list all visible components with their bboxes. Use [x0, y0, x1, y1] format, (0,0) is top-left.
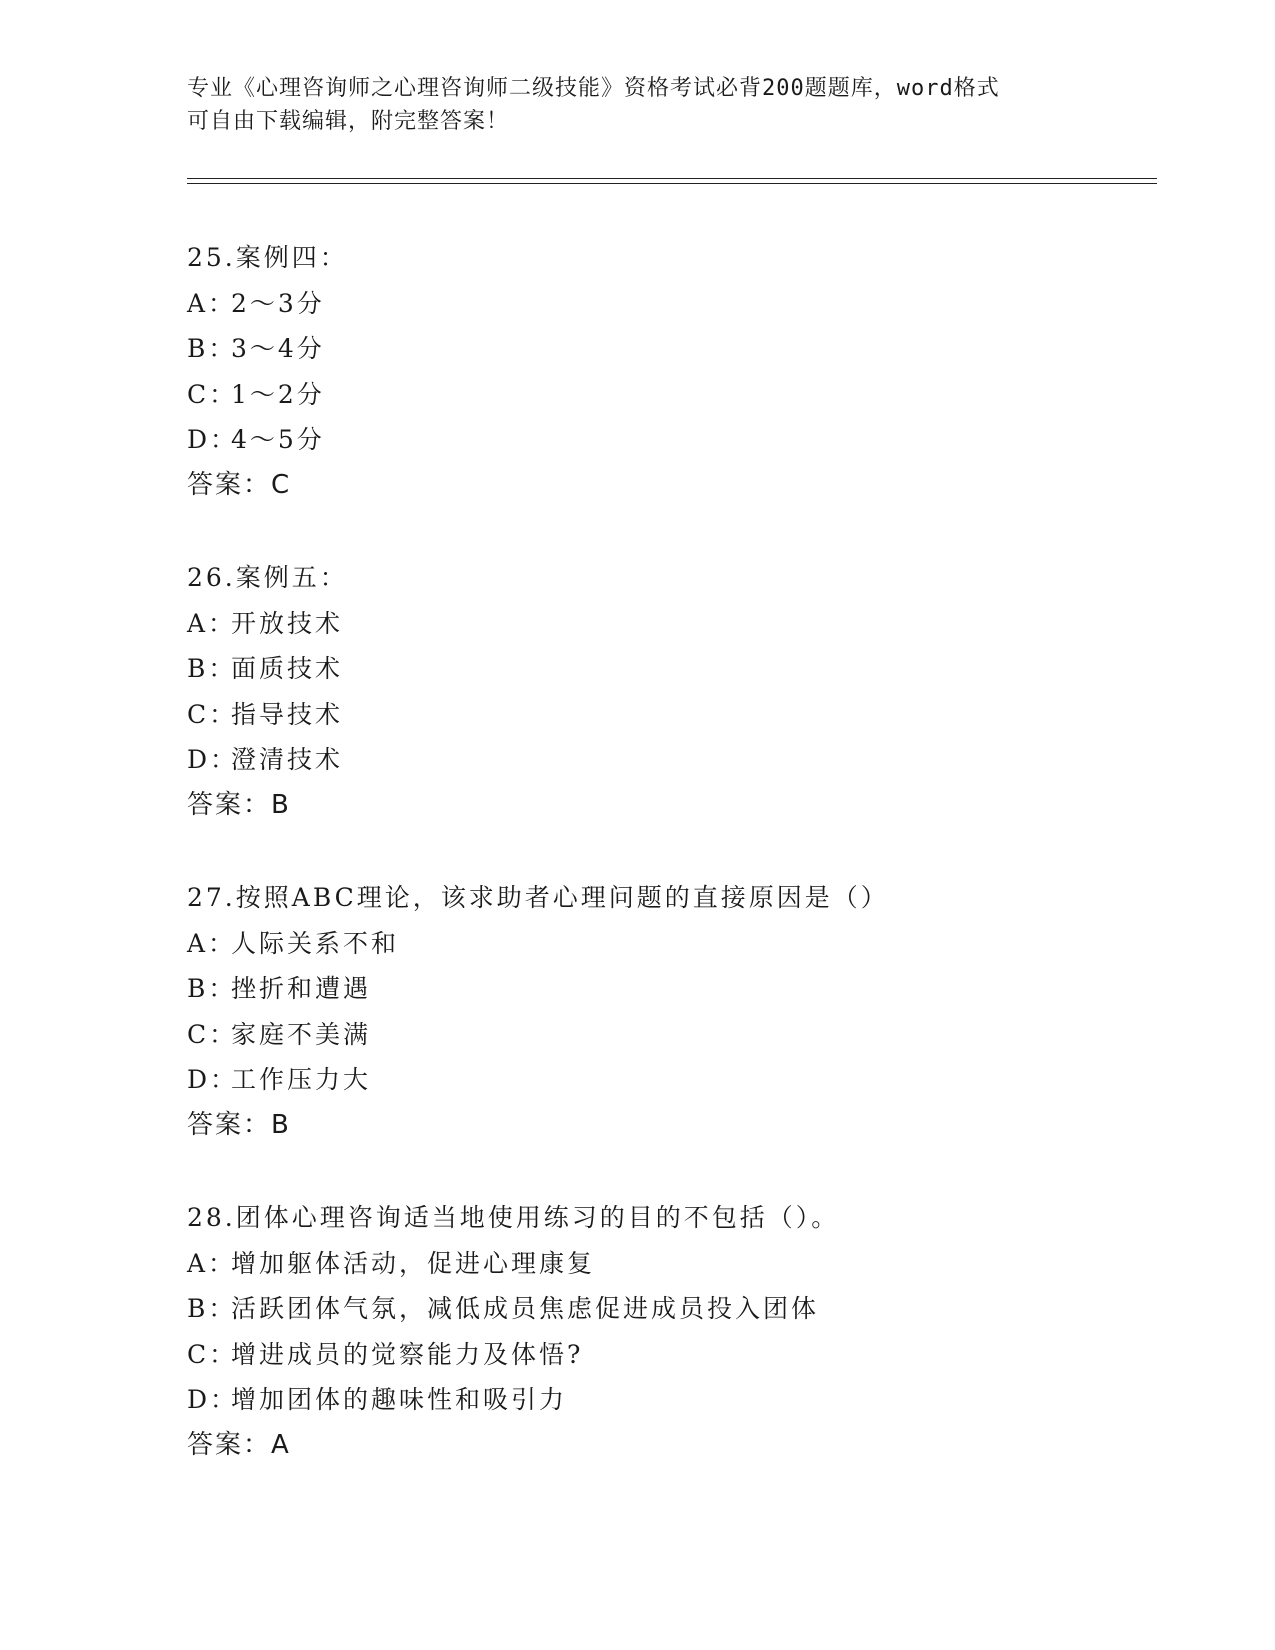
option-key: D： — [187, 1385, 239, 1414]
option-text: 增进成员的觉察能力及体悟? — [231, 1339, 584, 1369]
option-key: A： — [187, 608, 237, 638]
answer-line: 答案：C — [187, 469, 292, 500]
document-header — [187, 72, 1087, 138]
option-d — [187, 1057, 1147, 1103]
header-divider-bottom — [187, 183, 1157, 184]
option-key: C： — [187, 699, 238, 729]
option-a — [187, 1241, 1147, 1287]
option-key: B： — [187, 334, 237, 363]
option-text: 活跃团体气氛，减低成员焦虑促进成员投入团体 — [231, 1294, 820, 1323]
option-text: 家庭不美满 — [231, 1019, 372, 1049]
option-b — [187, 966, 1147, 1012]
option-d — [187, 1377, 1147, 1423]
option-d — [187, 417, 1147, 463]
option-a — [187, 601, 1147, 647]
option-text: 3～4分 — [231, 334, 325, 363]
option-key: D： — [187, 1065, 239, 1094]
question-item — [187, 555, 1147, 875]
header-line-2: 可自由下载编辑，附完整答案！ — [187, 109, 510, 134]
option-c — [187, 1332, 1147, 1378]
option-text: 2～3分 — [231, 288, 325, 318]
option-text: 开放技术 — [231, 608, 344, 638]
option-c — [187, 1012, 1147, 1058]
option-a — [187, 921, 1147, 967]
question-list — [187, 235, 1147, 1515]
header-line-1: 专业《心理咨询师之心理咨询师二级技能》资格考试必背200题题库，word格式 — [187, 76, 1000, 101]
question-stem: 25.案例四： — [187, 243, 348, 272]
option-text: 人际关系不和 — [231, 928, 400, 958]
option-key: B： — [187, 974, 237, 1003]
answer-line: 答案：B — [187, 1109, 291, 1140]
question-item — [187, 235, 1147, 555]
option-text: 1～2分 — [231, 379, 325, 409]
option-text: 工作压力大 — [231, 1065, 372, 1094]
header-divider-top — [187, 178, 1157, 179]
question-stem: 27.按照ABC理论，该求助者心理问题的直接原因是（） — [187, 883, 889, 912]
option-b — [187, 646, 1147, 692]
option-text: 挫折和遭遇 — [231, 974, 372, 1003]
option-key: A： — [187, 288, 237, 318]
option-key: B： — [187, 654, 237, 683]
option-d — [187, 737, 1147, 783]
answer-line: 答案：B — [187, 789, 291, 820]
option-key: C： — [187, 1339, 238, 1369]
option-key: A： — [187, 928, 237, 958]
question-item — [187, 1195, 1147, 1515]
option-key: A： — [187, 1248, 237, 1278]
option-a — [187, 281, 1147, 327]
option-text: 增加团体的趣味性和吸引力 — [231, 1385, 568, 1414]
question-item — [187, 875, 1147, 1195]
option-key: D： — [187, 745, 239, 774]
question-stem: 28.团体心理咨询适当地使用练习的目的不包括（）。 — [187, 1203, 840, 1232]
option-b — [187, 326, 1147, 372]
option-c — [187, 372, 1147, 418]
option-text: 4～5分 — [231, 425, 325, 454]
option-key: B： — [187, 1294, 237, 1323]
option-key: D： — [187, 425, 239, 454]
option-key: C： — [187, 379, 238, 409]
option-text: 增加躯体活动，促进心理康复 — [231, 1248, 596, 1278]
option-key: C： — [187, 1019, 238, 1049]
question-stem: 26.案例五： — [187, 563, 348, 592]
option-text: 面质技术 — [231, 654, 344, 683]
answer-line: 答案：A — [187, 1429, 291, 1460]
option-text: 指导技术 — [231, 699, 344, 729]
option-text: 澄清技术 — [231, 745, 344, 774]
option-c — [187, 692, 1147, 738]
option-b — [187, 1286, 1147, 1332]
